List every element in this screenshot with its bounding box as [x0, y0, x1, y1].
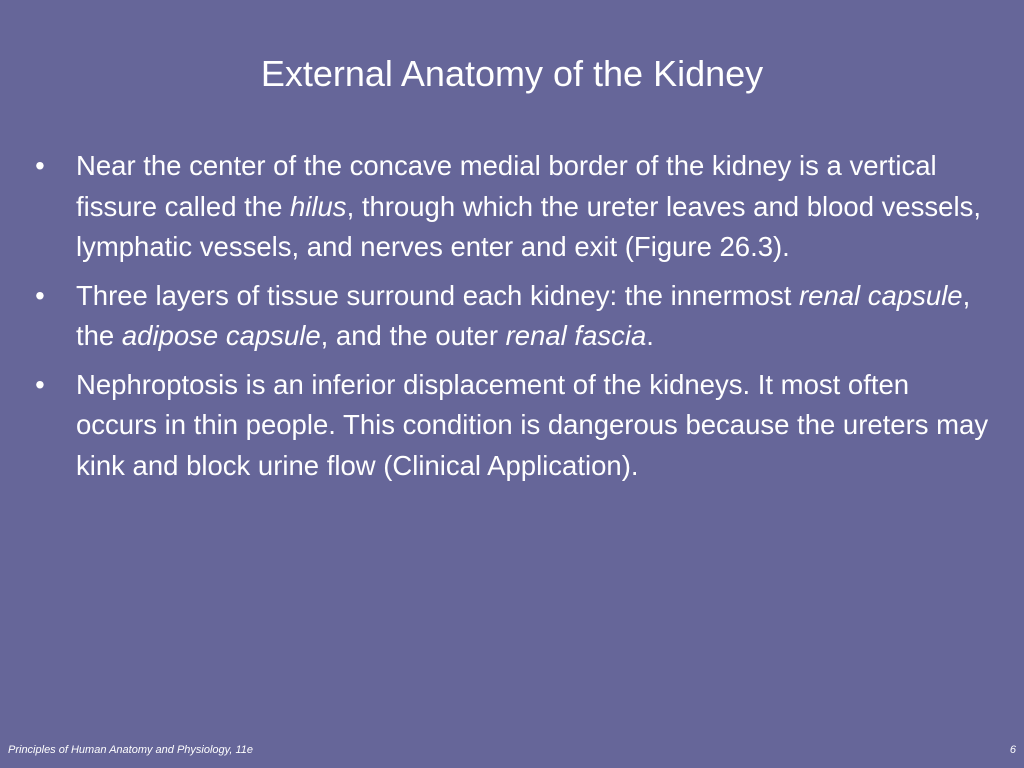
- text-segment: .: [646, 320, 654, 351]
- text-segment: , the: [76, 279, 971, 351]
- text-segment: Nephroptosis is an inferior displacement of the kidneys. It most often occurs in thin people. This condition is dangerous because the ureters may kink and block urine flow (Clinical Application).: [76, 368, 989, 481]
- text-segment: , and the outer: [320, 320, 506, 351]
- term-renal-fascia: renal fascia: [505, 320, 647, 351]
- text-segment: Three layers of tissue surround each kidney: the innermost: [76, 279, 800, 311]
- text-segment: , through which the ureter leaves and blood vessels, lymphatic vessels, and nerves enter and exit (Figure 26.3).: [76, 190, 981, 262]
- footer-book-title: Principles of Human Anatomy and Physiology, 11e: [8, 744, 253, 756]
- bullet-item-1: [30, 146, 990, 268]
- bullet-marker: •: [35, 150, 45, 181]
- bullet-text: [76, 369, 988, 481]
- page-number: 6: [1009, 744, 1016, 756]
- bullet-item-3: [30, 365, 990, 487]
- term-renal-capsule: renal capsule: [799, 279, 963, 311]
- bullet-marker: •: [35, 368, 45, 400]
- bullet-list: [30, 146, 990, 494]
- text-segment: Near the center of the concave medial border of the kidney is a vertical fissure called the: [76, 150, 937, 222]
- slide-title: External Anatomy of the Kidney: [260, 53, 764, 94]
- bullet-text: [76, 280, 970, 352]
- bullet-item-2: [30, 276, 990, 357]
- term-adipose-capsule: adipose capsule: [121, 320, 321, 351]
- bullet-text: [76, 150, 981, 262]
- term-hilus: hilus: [290, 190, 347, 222]
- bullet-marker: •: [35, 279, 45, 311]
